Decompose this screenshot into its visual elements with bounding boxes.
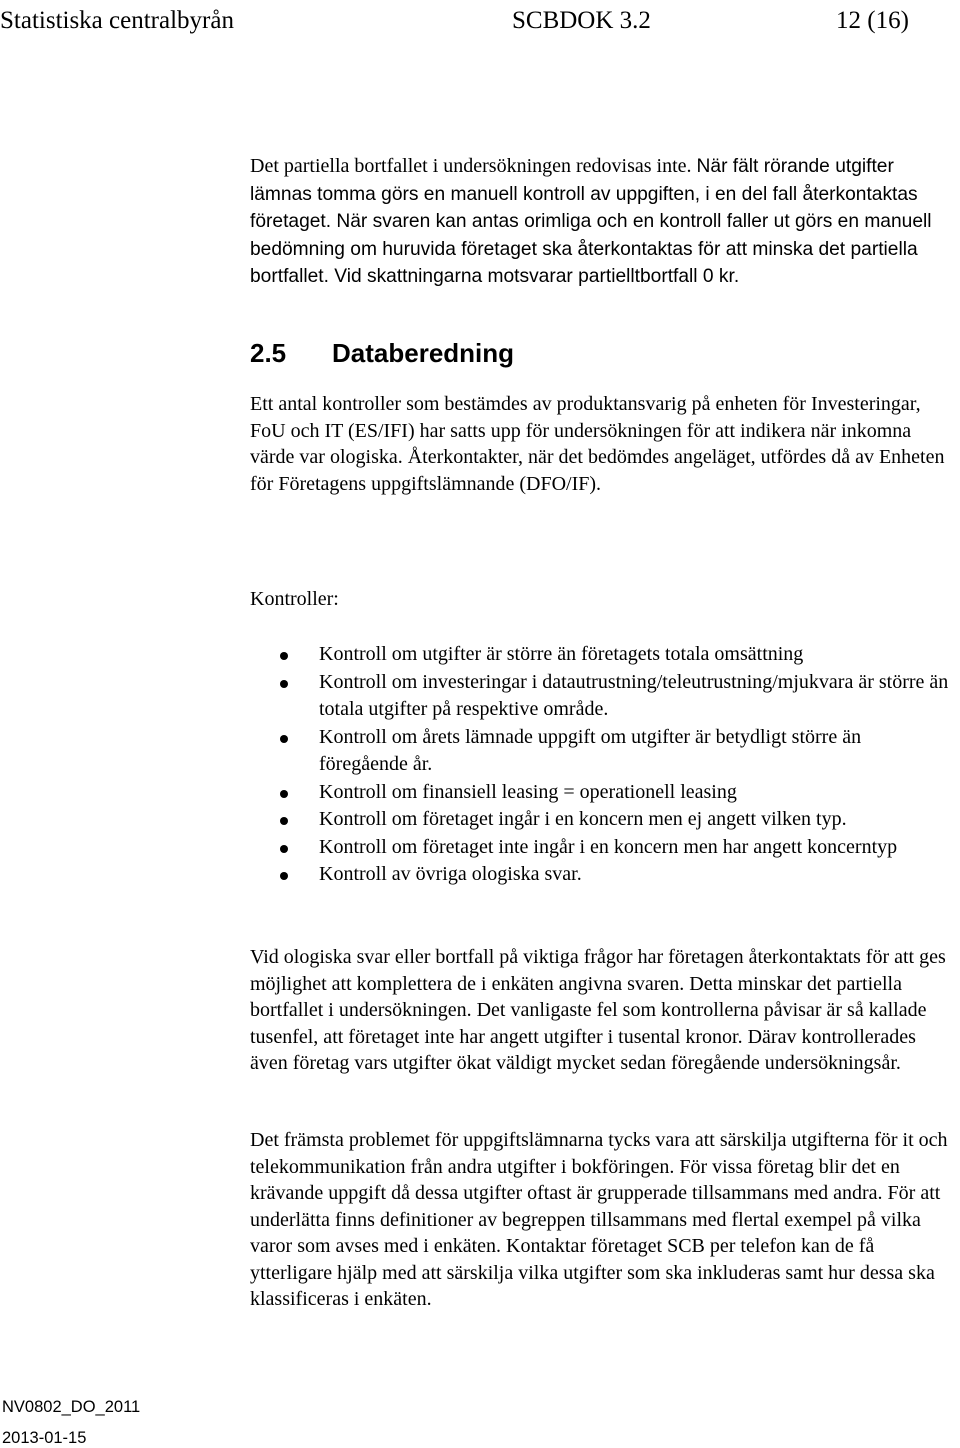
list-item (250, 806, 950, 834)
bullet-icon (280, 790, 288, 798)
section-number: 2.5 (250, 338, 287, 368)
list-item-text: Kontroll om investeringar i datautrustning/teleutrustning/mjukvara är större än totala utgifter på respektive område. (319, 670, 949, 720)
footer-document-code: NV0802_DO_2011 (2, 1398, 141, 1416)
list-item-text: Kontroll av övriga ologiska svar. (319, 863, 582, 885)
intro-paragraph (250, 153, 950, 291)
list-item (250, 834, 950, 862)
controls-label: Kontroller: (250, 588, 339, 610)
section-heading (250, 336, 514, 370)
list-item-text: Kontroll om årets lämnade uppgift om utgifter är betydligt större än föregående år. (319, 725, 862, 775)
section-title: Databeredning (332, 338, 515, 368)
list-item (250, 861, 950, 889)
bullet-icon (280, 652, 288, 660)
list-item (250, 779, 950, 807)
organization-name: Statistiska centralbyrån (0, 7, 234, 34)
footer-date: 2013-01-15 (2, 1429, 87, 1447)
bullet-icon (280, 845, 288, 853)
page-header (0, 4, 960, 44)
page-number: 12 (16) (836, 7, 909, 34)
intro-serif-text: Det partiella bortfallet i undersökningen redovisas inte. (250, 155, 697, 177)
list-item-text: Kontroll om företaget inte ingår i en koncern men har angett koncerntyp (319, 835, 898, 858)
bullet-icon (280, 680, 288, 688)
section-paragraph: Ett antal kontroller som bestämdes av produktansvarig på enheten för Investeringar, FoU och IT (ES/IFI) har satts upp för undersökningen för att indikera när inkomna värde var ologiska. Återkontakter, när det bedömdes angeläget, utfördes då av Enheten för Företagens uppgiftslämnande (DFO/IF). (250, 393, 945, 495)
list-item (250, 669, 950, 724)
list-item-text: Kontroll om företaget ingår i en koncern men ej angett vilken typ. (319, 808, 847, 830)
list-item-text: Kontroll om finansiell leasing = operationell leasing (319, 780, 737, 803)
list-item (250, 641, 950, 669)
paragraph-ologiska-svar: Vid ologiska svar eller bortfall på viktiga frågor har företagen återkontaktats för att ges möjlighet att komplettera de i enkäten angivna svaren. Detta minskar det partiella bortfallet i undersökningen. Det vanligaste fel som kontrollerna påvisar är så kallade tusenfel, att företaget inte har angett utgifter i tusental kronor. Därav kontrollerades även företag vars utgifter ökat väldigt mycket sedan föregående undersökningsår. (250, 946, 946, 1074)
intro-sans-text: När fält rörande utgifter lämnas tomma görs en manuell kontroll av uppgiften, i en del fall återkontaktas företaget. När svaren kan antas orimliga och en kontroll faller ut görs en manuell bedömning om huruvida företaget ska återkontaktas för att minska det partiella bortfallet. Vid skattningarna motsvarar partielltbortfall 0 kr. (250, 156, 932, 287)
list-item (250, 724, 950, 779)
bullet-icon (280, 817, 288, 825)
controls-list (250, 641, 950, 889)
bullet-icon (280, 735, 288, 743)
list-item-text: Kontroll om utgifter är större än företagets totala omsättning (319, 643, 804, 665)
document-id: SCBDOK 3.2 (512, 7, 651, 34)
paragraph-uppgiftslamnare: Det främsta problemet för uppgiftslämnarna tycks vara att särskilja utgifterna för it och telekommunikation från andra utgifter i bokföringen. För vissa företag blir det en krävande uppgift då dessa utgifter oftast är grupperade tillsammans med andra. För att underlätta finns definitioner av begreppen tillsammans med flertal exempel på vilka varor som avses med i enkäten. Kontaktar företaget SCB per telefon kan de få ytterligare hjälp med att särskilja vilka utgifter som ska inkluderas samt hur dessa ska klassificeras i enkäten. (250, 1129, 948, 1310)
bullet-icon (280, 872, 288, 880)
